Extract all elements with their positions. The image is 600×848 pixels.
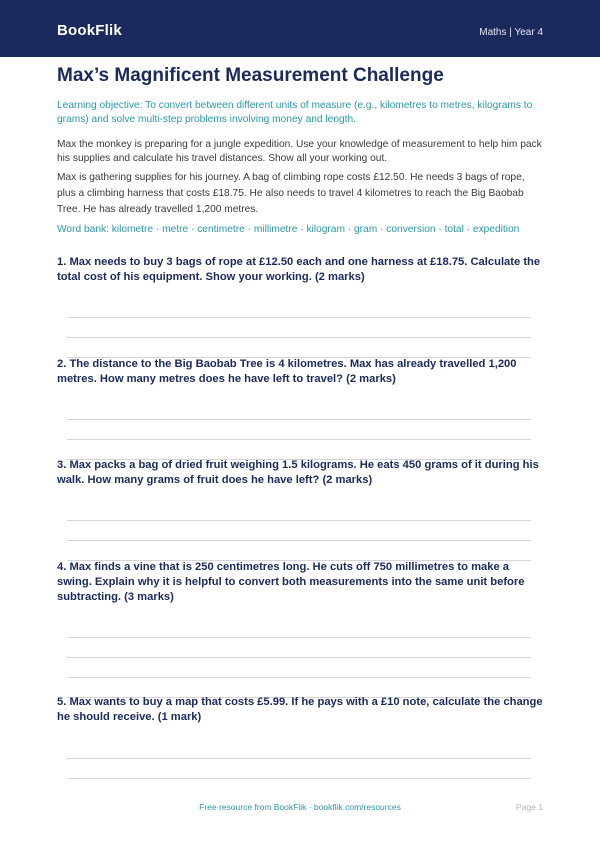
question-4: 4. Max finds a vine that is 250 centimetres long. He cuts off 750 millimetres to make a swing. Explain why it is helpful to convert both measurements into the same unit before subtracting. (3 marks) bbox=[57, 561, 525, 603]
worksheet-title: Max’s Magnificent Measurement Challenge bbox=[57, 65, 444, 86]
subject-year-label: Maths | Year 4 bbox=[479, 27, 543, 38]
question-5: 5. Max wants to buy a map that costs £5.99. If he pays with a £10 note, calculate the change he should receive. (1 mark) bbox=[57, 696, 543, 723]
brand-logo[interactable]: BookFlik bbox=[57, 22, 122, 39]
footer-resource-link[interactable]: Free resource from BookFlik · bookflik.com/resources bbox=[199, 802, 401, 812]
question-3: 3. Max packs a bag of dried fruit weighing 1.5 kilograms. He eats 450 grams of it during his walk. How many grams of fruit does he have left? (2 marks) bbox=[57, 459, 539, 486]
answer-line[interactable] bbox=[67, 778, 531, 779]
page-footer bbox=[0, 800, 600, 814]
intro-paragraph: Max the monkey is preparing for a jungle expedition. Use your knowledge of measurement to help him pack his supplies and calculate his travel distances. Show all your working out. bbox=[57, 139, 542, 164]
answer-line[interactable] bbox=[67, 657, 531, 658]
question-1: 1. Max needs to buy 3 bags of rope at £12.50 each and one harness at £18.75. Calculate the total cost of his equipment. Show your working. (2 marks) bbox=[57, 256, 541, 283]
scenario-paragraph: Max is gathering supplies for his journey. A bag of climbing rope costs £12.50. He needs 3 bags of rope, plus a climbing harness that costs £18.75. He also needs to travel 4 kilometres to reach the Big Baobab Tree. He has already travelled 1,200 metres. bbox=[57, 172, 525, 215]
learning-objective: Learning objective: To convert between different units of measure (e.g., kilometres to metres, kilograms to grams) and solve multi-step problems involving money and length. bbox=[57, 100, 533, 125]
answer-line[interactable] bbox=[67, 520, 531, 521]
answer-line[interactable] bbox=[67, 439, 531, 440]
answer-line[interactable] bbox=[67, 317, 531, 318]
answer-line[interactable] bbox=[67, 637, 531, 638]
question-2: 2. The distance to the Big Baobab Tree is 4 kilometres. Max has already travelled 1,200 metres. How many metres does he have left to travel? (2 marks) bbox=[57, 358, 517, 385]
answer-line[interactable] bbox=[67, 419, 531, 420]
word-bank: Word bank: kilometre · metre · centimetre · millimetre · kilogram · gram · conversion · total · expedition bbox=[57, 224, 520, 235]
page-header bbox=[0, 0, 600, 57]
answer-line[interactable] bbox=[67, 540, 531, 541]
answer-line[interactable] bbox=[67, 337, 531, 338]
page-number: Page 1 bbox=[516, 802, 543, 812]
answer-line[interactable] bbox=[67, 758, 531, 759]
answer-line[interactable] bbox=[67, 677, 531, 678]
